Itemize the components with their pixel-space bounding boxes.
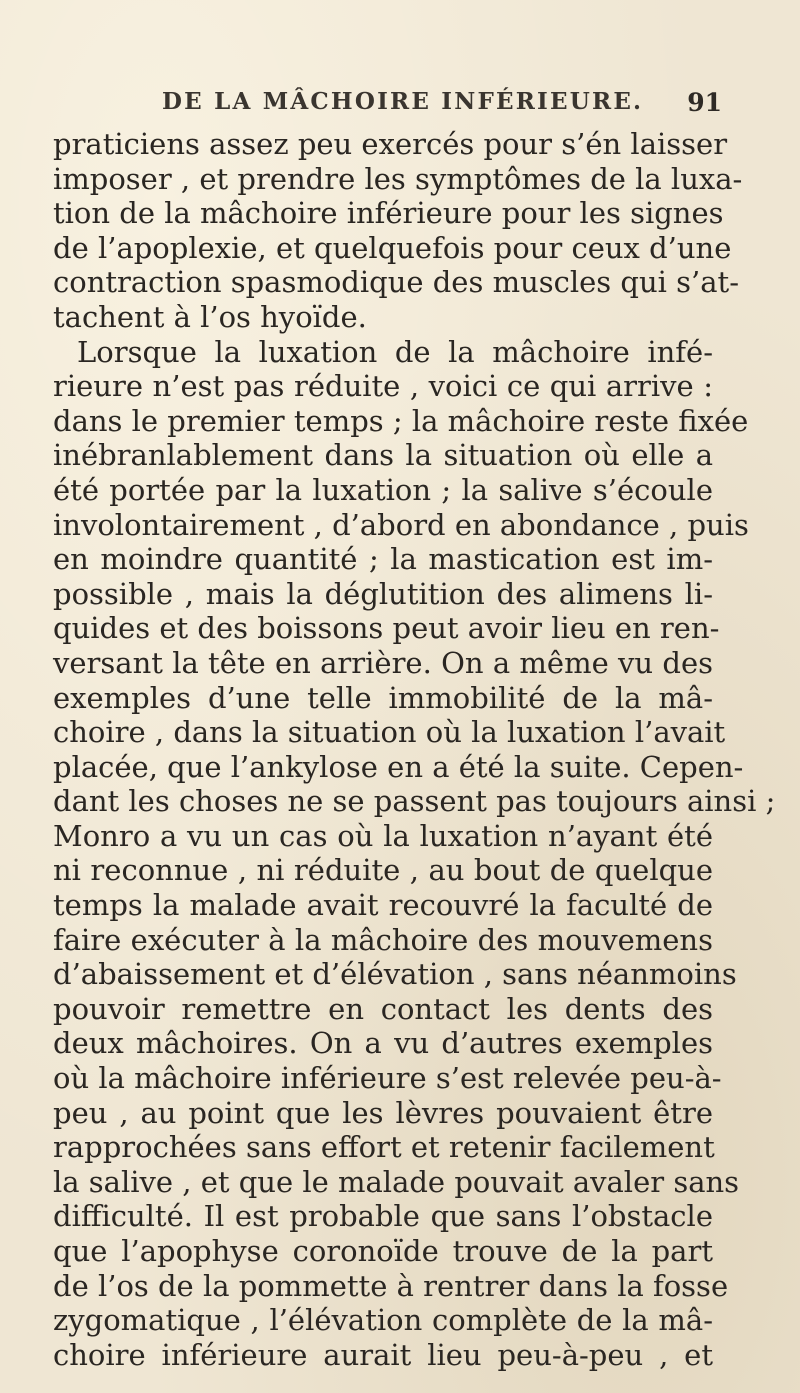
text-line: temps la malade avait recouvré la faculté de	[53, 888, 713, 923]
text-line: exemples d’une telle immobilité de la mâ-	[53, 680, 713, 715]
text-line: pouvoir remettre en contact les dents des	[53, 991, 713, 1026]
text-line: quides et des boissons peut avoir lieu en ren-	[53, 611, 720, 646]
text-line: deux mâchoires. On a vu d’autres exemples	[53, 1026, 713, 1061]
paragraph-start-line: Lorsque la luxation de la mâchoire infé-	[77, 334, 713, 369]
text-line: versant la tête en arrière. On a même vu des	[53, 645, 713, 680]
body-text	[53, 127, 776, 1372]
text-line: choire , dans la situation où la luxation l’avait	[53, 715, 726, 750]
text-line: inébranlablement dans la situation où elle a	[53, 438, 713, 473]
text-line: d’abaissement et d’élévation , sans néanmoins	[53, 957, 737, 992]
running-title: DE LA MÂCHOIRE INFÉRIEURE.	[162, 88, 644, 115]
running-head	[162, 88, 722, 128]
text-line: en moindre quantité ; la mastication est im-	[53, 542, 713, 577]
text-line: où la mâchoire inférieure s’est relevée peu-à-	[53, 1061, 722, 1096]
text-line: Monro a vu un cas où la luxation n’ayant été	[53, 818, 713, 853]
text-line: tion de la mâchoire inférieure pour les signes	[53, 196, 724, 231]
text-line: involontairement , d’abord en abondance , puis	[53, 507, 749, 542]
text-line: faire exécuter à la mâchoire des mouvemens	[53, 922, 713, 957]
text-line: contraction spasmodique des muscles qui s’at-	[53, 265, 739, 300]
text-line: choire inférieure aurait lieu peu-à-peu , et	[53, 1337, 713, 1372]
text-line: difficulté. Il est probable que sans l’obstacle	[53, 1199, 713, 1234]
text-line: que l’apophyse coronoïde trouve de la part	[53, 1234, 713, 1268]
text-line: de l’os de la pommette à rentrer dans la fosse	[53, 1268, 729, 1303]
page-number: 91	[687, 88, 722, 117]
text-line: imposer , et prendre les symptômes de la luxa-	[53, 161, 743, 196]
text-line: praticiens assez peu exercés pour s’én laisser	[53, 127, 728, 161]
text-line: peu , au point que les lèvres pouvaient être	[53, 1095, 713, 1130]
text-line: rieure n’est pas réduite , voici ce qui arrive :	[53, 369, 713, 404]
text-line: dans le premier temps ; la mâchoire reste fixée	[53, 403, 749, 438]
text-line: été portée par la luxation ; la salive s’écoule	[53, 472, 713, 507]
text-line: dant les choses ne se passent pas toujours ainsi ;	[53, 784, 776, 819]
text-line: ni reconnue , ni réduite , au bout de quelque	[53, 853, 713, 888]
text-line: zygomatique , l’élévation complète de la mâ-	[53, 1303, 713, 1338]
text-line: placée, que l’ankylose en a été la suite. Cepen-	[53, 749, 744, 784]
text-line: possible , mais la déglutition des alimens li-	[53, 576, 713, 611]
text-line: la salive , et que le malade pouvait avaler sans	[53, 1164, 740, 1199]
text-line: rapprochées sans effort et retenir facilement	[53, 1130, 715, 1165]
text-line: tachent à l’os hyoïde.	[53, 299, 367, 334]
text-line: de l’apoplexie, et quelquefois pour ceux d’une	[53, 230, 732, 265]
